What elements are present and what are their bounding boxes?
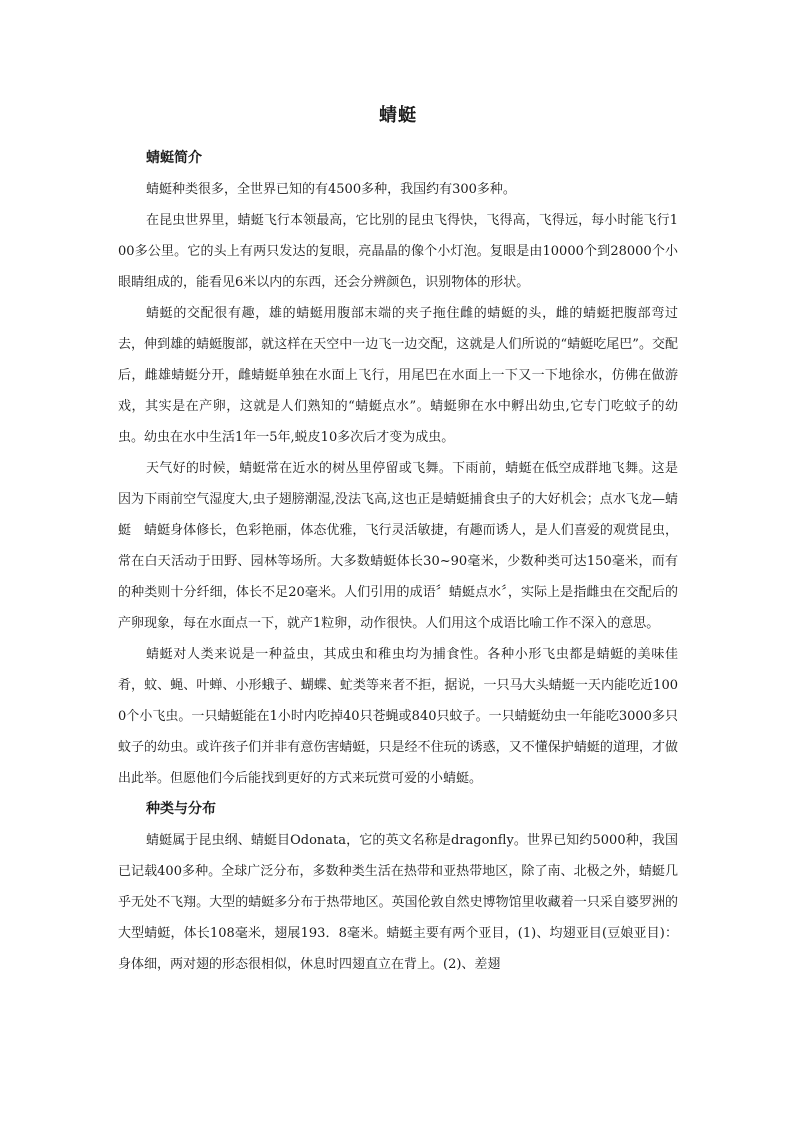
document-body xyxy=(118,103,678,980)
paragraph: 在昆虫世界里，蜻蜓飞行本领最高，它比别的昆虫飞得快，飞得高，飞得远，每小时能飞行100多公里。它的头上有两只发达的复眼，亮晶晶的像个小灯泡。复眼是由10000个到28000个小眼睛组成的，能看见6米以内的东西，还会分辨颜色，识别物体的形状。 xyxy=(118,213,678,290)
section-species-distribution xyxy=(118,794,678,980)
section-heading: 蜻蜓简介 xyxy=(146,150,202,166)
paragraph: 蜻蜓种类很多，全世界已知的有4500多种，我国约有300多种。 xyxy=(146,182,516,197)
paragraph: 蜻蜓属于昆虫纲、蜻蜓目Odonata，它的英文名称是dragonfly。世界已知约5000种，我国已记载400多种。全球广泛分布，多数种类生活在热带和亚热带地区，除了南、北极之外，蜻蜓几乎无处不飞翔。大型的蜻蜓多分布于热带地区。英国伦敦自然史博物馆里收藏着一只采自婆罗洲的大型蜻蜓，体长108毫米，翅展193．8毫米。蜻蜓主要有两个亚目，(1)、均翅亚目(豆娘亚目)：身体细，两对翅的形态很相似，休息时四翅直立在背上。(2)、差翅 xyxy=(118,833,678,972)
paragraph: 蜻蜓的交配很有趣，雄的蜻蜓用腹部末端的夹子拖住雌的蜻蜓的头，雌的蜻蜓把腹部弯过去，伸到雄的蜻蜓腹部，就这样在天空中一边飞一边交配，这就是人们所说的“蜻蜓吃尾巴”。交配后，雌雄蜻蜓分开，雌蜻蜓单独在水面上飞行，用尾巴在水面上一下又一下地徐水，仿佛在做游戏，其实是在产卵，这就是人们熟知的“蜻蜓点水”。蜻蜓卵在水中孵出幼虫,它专门吃蚊子的幼虫。幼虫在水中生活1年一5年,蜕皮10多次后才变为成虫。 xyxy=(118,306,678,445)
paragraph: 蜻蜓对人类来说是一种益虫，其成虫和稚虫均为捕食性。各种小形飞虫都是蜻蜓的美味佳肴，蚊、蝇、叶蝉、小形蛾子、蝴蝶、虻类等来者不拒，据说，一只马大头蜻蜓一天内能吃近1000个小飞虫。一只蜻蜓能在1小时内吃掉40只苍蝇或840只蚊子。一只蜻蜓幼虫一年能吃3000多只蚊子的幼虫。或许孩子们并非有意伤害蜻蜓，只是经不住玩的诱惑，又不懂保护蜻蜓的道理，才做出此举。但愿他们今后能找到更好的方式来玩赏可爱的小蜻蜓。 xyxy=(118,647,678,786)
section-heading: 种类与分布 xyxy=(146,801,216,817)
section-intro xyxy=(118,143,678,794)
paragraph: 天气好的时候，蜻蜓常在近水的树丛里停留或飞舞。下雨前，蜻蜓在低空成群地飞舞。这是因为下雨前空气湿度大,虫子翅膀潮湿,没法飞高,这也正是蜻蜓捕食虫子的大好机会；点水飞龙—蜻蜓 蜻蜓身体修长，色彩艳丽，体态优雅，飞行灵活敏捷，有趣而诱人，是人们喜爱的观赏昆虫，常在白天活动于田野、园林等场所。大多数蜻蜓体长30~90毫米，少数种类可达150毫米，而有的种类则十分纤细，体长不足20毫米。人们引用的成语〞蜻蜓点水〞，实际上是指雌虫在交配后的产卵现象，每在水面点一下，就产1粒卵，动作很快。人们用这个成语比喻工作不深入的意思。 xyxy=(118,461,678,631)
document-title: 蜻蜓 xyxy=(379,105,417,126)
